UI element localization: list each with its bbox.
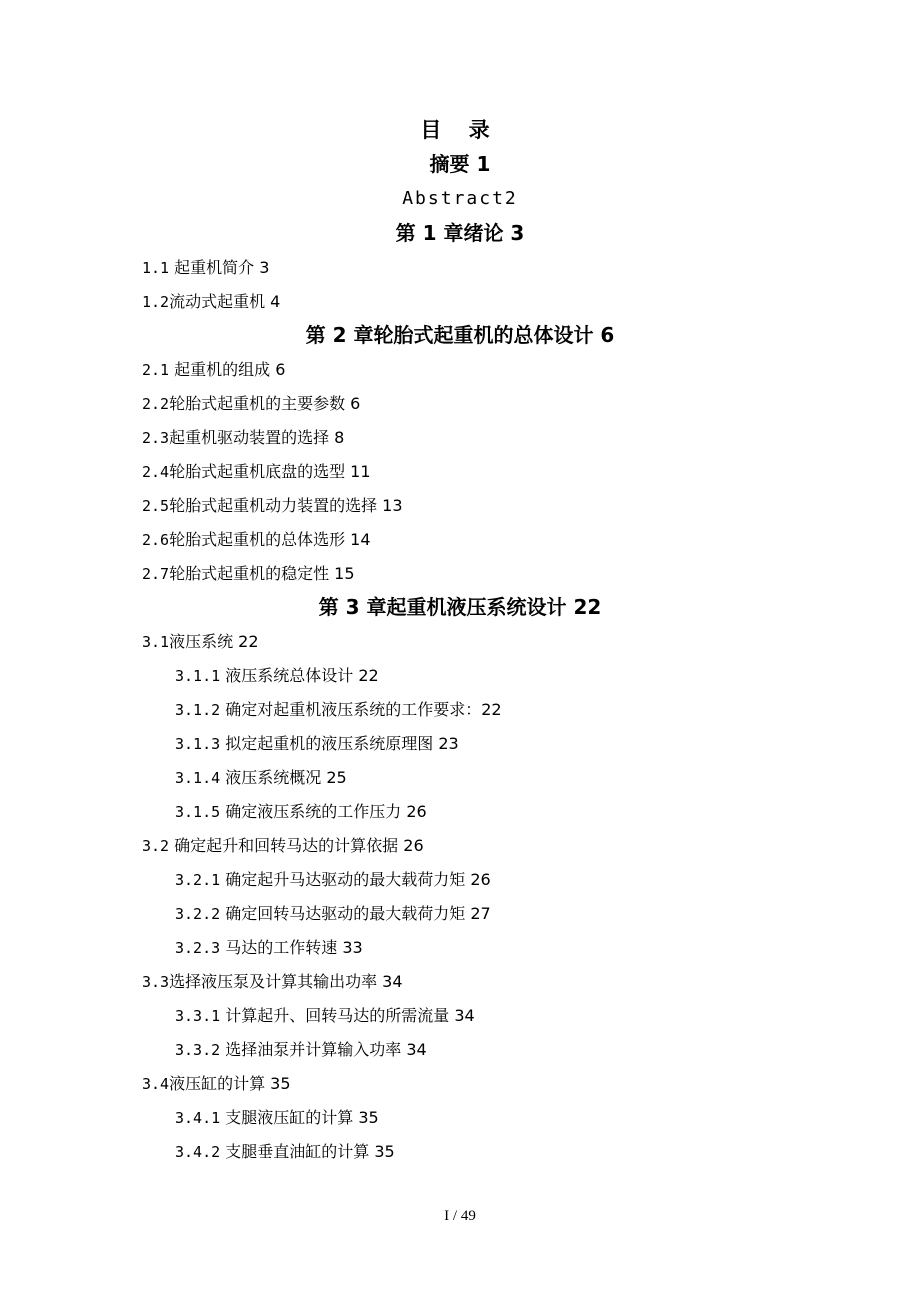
toc-entry-1-2[interactable] [142, 290, 280, 314]
entry-number: 2.5 [142, 497, 170, 515]
toc-entry-3-3-2[interactable] [175, 1038, 427, 1062]
entry-number: 3.3 [142, 973, 170, 991]
page-number: I / 49 [444, 1208, 476, 1224]
toc-title: 目 录 [420, 118, 500, 142]
entry-text: 选择液压泵及计算其输出功率 34 [169, 972, 403, 991]
entry-text: 选择油泵并计算输入功率 34 [220, 1040, 427, 1059]
entry-number: 2.3 [142, 429, 170, 447]
toc-entry-3-1-1[interactable] [175, 664, 379, 688]
entry-text: 计算起升、回转马达的所需流量 34 [220, 1006, 475, 1025]
entry-number: 3.1 [142, 633, 170, 651]
toc-entry-3-1[interactable] [142, 630, 259, 654]
toc-entry-2-4[interactable] [142, 460, 371, 484]
toc-entry-2-1[interactable] [142, 358, 285, 382]
toc-entry-2-6[interactable] [142, 528, 371, 552]
toc-entry-1-1[interactable] [142, 256, 269, 280]
entry-text: 流动式起重机 4 [169, 292, 281, 311]
toc-entry-3-2-3[interactable] [175, 936, 363, 960]
entry-text: 确定起升和回转马达的计算依据 26 [169, 836, 424, 855]
toc-entry-3-1-5[interactable] [175, 800, 427, 824]
entry-text: 确定液压系统的工作压力 26 [220, 802, 427, 821]
toc-entry-2-7[interactable] [142, 562, 355, 586]
toc-entry-3-1-4[interactable] [175, 766, 347, 790]
toc-entry-2-2[interactable] [142, 392, 360, 416]
entry-text: 确定对起重机液压系统的工作要求：22 [220, 700, 502, 719]
toc-entry-3-2-2[interactable] [175, 902, 491, 926]
entry-number: 1.1 [142, 259, 170, 277]
heading-abstract-en[interactable]: Abstract2 [402, 188, 518, 209]
entry-text: 马达的工作转速 33 [220, 938, 363, 957]
entry-number: 3.4.2 [175, 1143, 221, 1161]
toc-entry-3-1-2[interactable] [175, 698, 502, 722]
entry-number: 3.1.5 [175, 803, 221, 821]
entry-text: 液压系统概况 25 [220, 768, 347, 787]
entry-text: 液压系统 22 [169, 632, 259, 651]
toc-entry-2-5[interactable] [142, 494, 403, 518]
entry-number: 3.2.3 [175, 939, 221, 957]
entry-number: 2.2 [142, 395, 170, 413]
entry-number: 3.3.1 [175, 1007, 221, 1025]
entry-number: 3.1.4 [175, 769, 221, 787]
entry-number: 3.2.1 [175, 871, 221, 889]
entry-number: 2.1 [142, 361, 170, 379]
entry-text: 确定起升马达驱动的最大载荷力矩 26 [220, 870, 491, 889]
entry-number: 2.7 [142, 565, 170, 583]
entry-number: 3.1.3 [175, 735, 221, 753]
entry-text: 液压系统总体设计 22 [220, 666, 379, 685]
heading-chapter-3[interactable]: 第 3 章起重机液压系统设计 22 [318, 595, 602, 619]
entry-text: 拟定起重机的液压系统原理图 23 [220, 734, 459, 753]
heading-chapter-1[interactable]: 第 1 章绪论 3 [395, 221, 525, 245]
entry-number: 2.4 [142, 463, 170, 481]
toc-entry-3-4-2[interactable] [175, 1140, 395, 1164]
entry-text: 确定回转马达驱动的最大载荷力矩 27 [220, 904, 491, 923]
toc-entry-2-3[interactable] [142, 426, 344, 450]
entry-text: 起重机的组成 6 [169, 360, 286, 379]
entry-number: 1.2 [142, 293, 170, 311]
entry-text: 轮胎式起重机的总体选形 14 [169, 530, 371, 549]
toc-entry-3-3-1[interactable] [175, 1004, 475, 1028]
heading-abstract-cn[interactable]: 摘要 1 [429, 152, 491, 176]
entry-text: 轮胎式起重机动力装置的选择 13 [169, 496, 403, 515]
entry-text: 起重机简介 3 [169, 258, 270, 277]
entry-number: 2.6 [142, 531, 170, 549]
entry-text: 轮胎式起重机底盘的选型 11 [169, 462, 371, 481]
entry-number: 3.1.1 [175, 667, 221, 685]
entry-number: 3.2.2 [175, 905, 221, 923]
entry-text: 支腿液压缸的计算 35 [220, 1108, 379, 1127]
toc-entry-3-2[interactable] [142, 834, 424, 858]
toc-entry-3-3[interactable] [142, 970, 403, 994]
entry-number: 3.1.2 [175, 701, 221, 719]
heading-chapter-2[interactable]: 第 2 章轮胎式起重机的总体设计 6 [305, 323, 615, 347]
toc-entry-3-2-1[interactable] [175, 868, 491, 892]
toc-entry-3-4-1[interactable] [175, 1106, 379, 1130]
toc-entry-3-4[interactable] [142, 1072, 291, 1096]
entry-number: 3.2 [142, 837, 170, 855]
entry-text: 起重机驱动装置的选择 8 [169, 428, 345, 447]
toc-entry-3-1-3[interactable] [175, 732, 459, 756]
entry-number: 3.3.2 [175, 1041, 221, 1059]
entry-number: 3.4.1 [175, 1109, 221, 1127]
entry-text: 轮胎式起重机的主要参数 6 [169, 394, 361, 413]
entry-number: 3.4 [142, 1075, 170, 1093]
entry-text: 轮胎式起重机的稳定性 15 [169, 564, 355, 583]
entry-text: 支腿垂直油缸的计算 35 [220, 1142, 395, 1161]
entry-text: 液压缸的计算 35 [169, 1074, 291, 1093]
